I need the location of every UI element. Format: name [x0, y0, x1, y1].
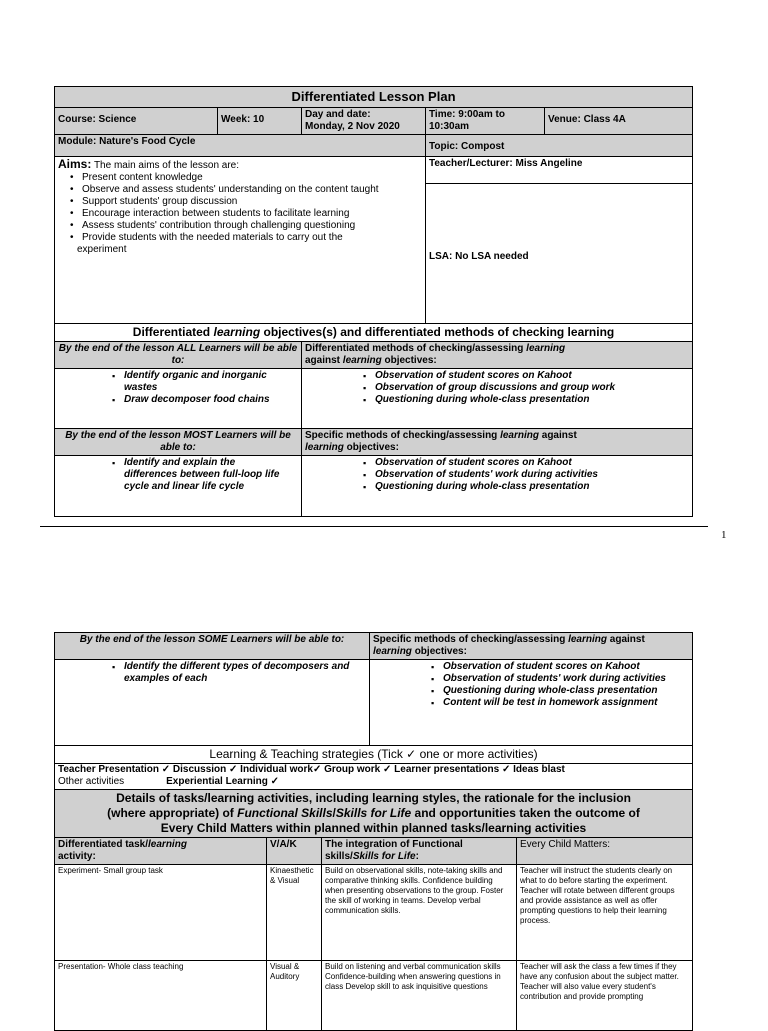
vak-cell: Visual & Auditory	[267, 961, 322, 1031]
all-methods-header: Differentiated methods of checking/assessing learning against learning objectives:	[302, 342, 693, 369]
lsa-cell: LSA: No LSA needed	[426, 184, 693, 324]
task-cell: Experiment- Small group task	[55, 865, 267, 961]
method-item: ▪ Observation of students' work during activities	[357, 469, 679, 481]
most-learners-header: By the end of the lesson MOST Learners will be able to:	[55, 429, 302, 456]
aim-item: • Provide students with the needed materials to carry out the	[64, 232, 422, 244]
all-learners-header: By the end of the lesson ALL Learners will be able to:	[55, 342, 302, 369]
aim-item: • Support students' group discussion	[64, 196, 422, 208]
aim-item: • Present content knowledge	[64, 172, 422, 184]
objective-item: ▪ Identify organic and inorganic wastes	[106, 370, 278, 394]
method-item: ▪ Observation of student scores on Kahoot	[357, 457, 679, 469]
strategies-header: Learning & Teaching strategies (Tick ✓ one or more activities)	[55, 746, 693, 764]
strategies-line: Teacher Presentation ✓ Discussion ✓ Individual work✓ Group work ✓ Learner presentations ✓ Ideas blast	[58, 764, 565, 775]
method-item: ▪ Observation of student scores on Kahoot	[425, 661, 679, 673]
course-cell: Course: Science	[55, 108, 218, 135]
col-task-header: Differentiated task/learning activity:	[55, 838, 267, 865]
ecm-cell: Teacher will instruct the students clearly on what to do before starting the experiment. Teacher will rotate between different groups and provide assistance as well as offer prompting questions to help their learning process.	[517, 865, 693, 961]
time-cell: Time: 9:00am to 10:30am	[426, 108, 545, 135]
some-learners-header: By the end of the lesson SOME Learners will be able to:	[55, 633, 370, 660]
strategies-cell: Teacher Presentation ✓ Discussion ✓ Individual work✓ Group work ✓ Learner presentations ✓ Ideas blast Other activities Experiential Learning ✓	[55, 764, 693, 790]
method-item: ▪ Questioning during whole-class presentation	[357, 481, 679, 493]
day-date-cell: Day and date: Monday, 2 Nov 2020	[302, 108, 426, 135]
some-objectives-cell	[55, 660, 370, 746]
method-item: ▪ Questioning during whole-class presentation	[357, 394, 669, 406]
aims-list	[58, 172, 422, 244]
some-methods-cell	[370, 660, 693, 746]
objectives-header: Differentiated learning objectives(s) and differentiated methods of checking learning	[55, 324, 693, 342]
module-cell: Module: Nature's Food Cycle	[55, 135, 426, 157]
objective-item: ▪ Identify the different types of decomposers and examples of each	[106, 661, 356, 685]
task-cell: Presentation- Whole class teaching	[55, 961, 267, 1031]
lesson-plan-table-page2	[54, 632, 693, 1031]
vak-cell: Kinaesthetic & Visual	[267, 865, 322, 961]
most-methods-header: Specific methods of checking/assessing learning against learning objectives:	[302, 429, 693, 456]
aim-item: • Assess students' contribution through challenging questioning	[64, 220, 422, 232]
col-functional-header: The integration of Functional skills/Skills for Life:	[322, 838, 517, 865]
all-objectives-cell	[55, 369, 302, 429]
most-objectives-cell	[55, 456, 302, 517]
functional-cell: Build on listening and verbal communication skills Confidence-building when answering questions in class Develop skill to ask inquisitive questions	[322, 961, 517, 1031]
objective-item: ▪ Identify and explain the differences between full-loop life cycle and linear life cycle	[106, 457, 288, 493]
lesson-plan-title: Differentiated Lesson Plan	[55, 87, 693, 108]
table-row	[55, 865, 693, 961]
aim-item: • Encourage interaction between students to facilitate learning	[64, 208, 422, 220]
details-header: Details of tasks/learning activities, including learning styles, the rationale for the inclusion (where appropriate) of Functional Skills/Skills for Life and opportunities taken the outcome of Every Child Matters within planned within planned tasks/learning activities	[55, 790, 693, 838]
objective-item: ▪ Draw decomposer food chains	[106, 394, 278, 406]
method-item: ▪ Observation of student scores on Kahoot	[357, 370, 669, 382]
some-methods-header: Specific methods of checking/assessing learning against learning objectives:	[370, 633, 693, 660]
lesson-plan-table-page1	[54, 86, 693, 517]
method-item: ▪ Content will be test in homework assignment	[425, 697, 679, 709]
col-ecm-header: Every Child Matters:	[517, 838, 693, 865]
most-methods-cell	[302, 456, 693, 517]
page-number: 1	[721, 529, 727, 541]
method-item: ▪ Observation of students' work during activities	[425, 673, 679, 685]
col-vak-header: V/A/K	[267, 838, 322, 865]
ecm-cell: Teacher will ask the class a few times if they have any confusion about the subject matter. Teacher will also value every student's contribution and provide prompting	[517, 961, 693, 1031]
functional-cell: Build on observational skills, note-taking skills and comparative thinking skills. Confidence building when presenting observations to the group. Foster the skill of working in teams. Develop verbal communication skills.	[322, 865, 517, 961]
method-item: ▪ Observation of group discussions and group work	[357, 382, 669, 394]
all-methods-cell	[302, 369, 693, 429]
teacher-cell: Teacher/Lecturer: Miss Angeline	[426, 157, 693, 184]
week-cell: Week: 10	[218, 108, 302, 135]
aims-cell: Aims: The main aims of the lesson are: • Present content knowledge • Observe and assess students' understanding on the content taught • Support students' group discussion • Encourage interaction between students to facilitate learning • Assess students' contribution through challenging questioning • Provide students with the needed materials to carry out the experiment	[55, 157, 426, 324]
venue-cell: Venue: Class 4A	[545, 108, 693, 135]
topic-cell: Topic: Compost	[426, 135, 693, 157]
page-footer-divider	[40, 526, 708, 527]
method-item: ▪ Questioning during whole-class presentation	[425, 685, 679, 697]
aim-item: • Observe and assess students' understanding on the content taught	[64, 184, 422, 196]
table-row	[55, 961, 693, 1031]
